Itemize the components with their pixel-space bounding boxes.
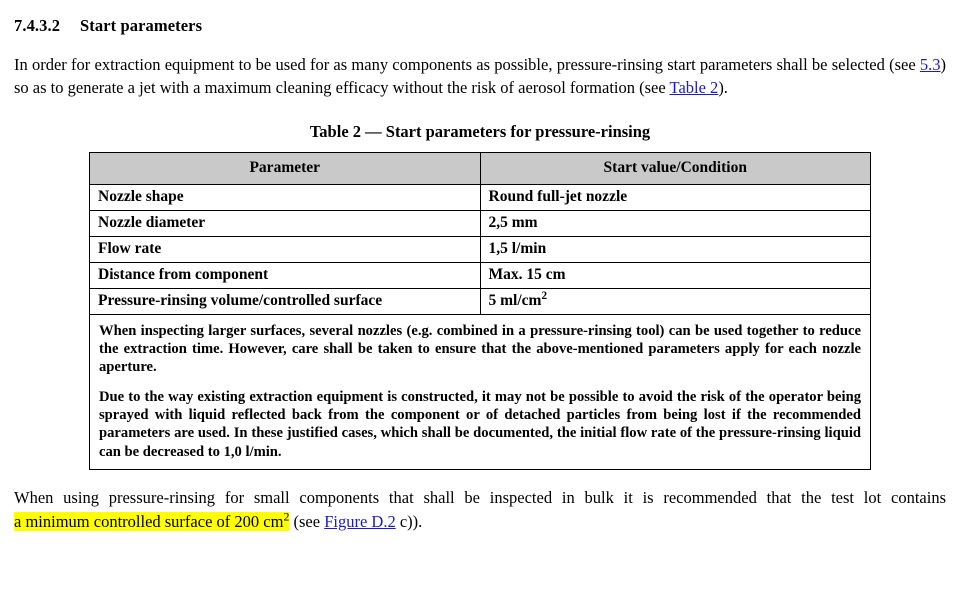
link-clause-5-3[interactable]: 5.3 [919, 55, 941, 74]
intro-text-part1: In order for extraction equipment to be used for as many components as possible, pressure-rinsing start parameters shall be selected (see [14, 55, 920, 74]
table-header-row [90, 152, 871, 184]
highlighted-text-main: a minimum controlled surface of 200 cm [14, 511, 284, 531]
cell-value: Max. 15 cm [480, 262, 871, 288]
table-row [90, 236, 871, 262]
clause-number: 7.4.3.2 [14, 16, 61, 35]
intro-text-part3: ). [718, 77, 728, 97]
intro-paragraph [14, 54, 946, 100]
link-table-2[interactable]: Table 2 [669, 77, 719, 97]
closing-paragraph [14, 486, 946, 533]
cell-value: 1,5 l/min [480, 236, 871, 262]
cell-parameter: Distance from component [90, 262, 481, 288]
closing-text-part2: (see [289, 511, 325, 531]
column-header-start-value: Start value/Condition [480, 152, 871, 184]
cell-value-superscript: 2 [541, 289, 548, 302]
closing-text-part1: When using pressure-rinsing for small components that shall be inspected in bulk it is recommended that the test lot contains [14, 488, 946, 508]
table-note-row [90, 314, 871, 470]
table-note-2: Due to the way existing extraction equipment is constructed, it may not be possible to avoid the risk of the operator being sprayed with liquid reflected back from the component or of detached particles from being lost if the recommended parameters are used. In these justified cases, which shall be documented, the initial flow rate of the pressure-rinsing liquid can be decreased to 1,0 l/min. [99, 388, 861, 460]
column-header-parameter: Parameter [90, 152, 481, 184]
table-body [90, 184, 871, 470]
table-row [90, 210, 871, 236]
cell-value: Round full-jet nozzle [480, 184, 871, 210]
cell-value-text: 5 ml/cm [488, 291, 542, 309]
table-row [90, 184, 871, 210]
start-parameters-table [89, 152, 871, 471]
clause-heading [14, 16, 946, 36]
cell-value: 2,5 mm [480, 210, 871, 236]
highlighted-text [14, 509, 290, 531]
cell-value [480, 288, 871, 314]
table-note-1: When inspecting larger surfaces, several nozzles (e.g. combined in a pressure-rinsing tool) can be used together to reduce the extraction time. However, care shall be taken to ensure that the above-mentioned parameters apply for each nozzle aperture. [99, 322, 861, 376]
intro-text-part2: ) so as to generate a jet with a maximum cleaning efficacy without the risk of aerosol formation (see [14, 55, 946, 97]
cell-parameter: Flow rate [90, 236, 481, 262]
cell-parameter: Nozzle diameter [90, 210, 481, 236]
table-header [90, 152, 871, 184]
cell-parameter: Nozzle shape [90, 184, 481, 210]
table-row [90, 262, 871, 288]
clause-title: Start parameters [80, 16, 203, 35]
table-notes [90, 314, 871, 470]
table-row [90, 288, 871, 314]
closing-text-part3: c)). [395, 511, 423, 531]
cell-parameter: Pressure-rinsing volume/controlled surface [90, 288, 481, 314]
link-figure-d-2[interactable]: Figure D.2 [324, 511, 396, 531]
highlighted-text-superscript: 2 [283, 509, 290, 524]
table-caption: Table 2 — Start parameters for pressure-rinsing [309, 121, 651, 141]
